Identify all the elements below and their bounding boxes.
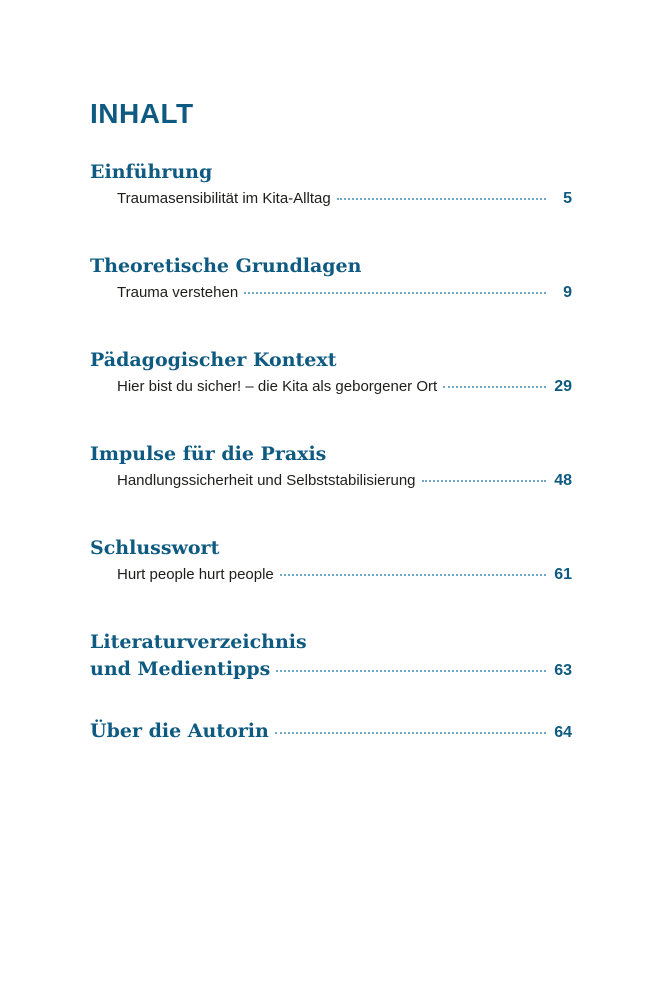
page-number: 48: [554, 472, 572, 489]
entry-label: Trauma verstehen: [117, 284, 239, 301]
toc-section-schlusswort: [90, 536, 572, 584]
entry-label: Traumasensibilität im Kita-Alltag: [117, 190, 331, 207]
toc-entry[interactable]: [90, 472, 572, 490]
toc-section-impulse-praxis: [90, 442, 572, 490]
dot-leader: [337, 198, 546, 200]
entry-label: und Medientipps: [90, 658, 271, 680]
dot-leader: [276, 670, 546, 672]
section-heading: Impulse für die Praxis: [90, 443, 327, 465]
dot-leader: [275, 732, 546, 734]
toc-section-ueber-die-autorin: [90, 720, 572, 742]
page-number: 63: [554, 662, 572, 679]
toc-entry[interactable]: [90, 378, 572, 396]
toc-section-theoretische-grundlagen: [90, 254, 572, 302]
section-heading: Pädagogischer Kontext: [90, 349, 337, 371]
entry-label: Hurt people hurt people: [117, 566, 274, 583]
entry-label: Über die Autorin: [90, 720, 269, 742]
toc-section-literaturverzeichnis[interactable]: [90, 630, 572, 680]
page-number: 9: [563, 284, 572, 301]
section-heading: Theoretische Grundlagen: [90, 255, 362, 277]
toc-entry[interactable]: [90, 566, 572, 584]
toc-entry[interactable]: [90, 658, 572, 680]
page-title: INHALT: [90, 98, 194, 129]
dot-leader: [422, 480, 546, 482]
toc-section-paedagogischer-kontext: [90, 348, 572, 396]
page-number: 29: [554, 378, 572, 395]
section-heading: Literaturverzeichnis: [90, 631, 307, 653]
page-number: 61: [554, 566, 572, 583]
dot-leader: [280, 574, 546, 576]
entry-label: Hier bist du sicher! – die Kita als geborgener Ort: [117, 378, 438, 395]
dot-leader: [443, 386, 546, 388]
toc-entry[interactable]: [90, 190, 572, 208]
page-number: 5: [563, 190, 572, 207]
section-heading: Einführung: [90, 161, 213, 183]
page-number: 64: [554, 724, 572, 741]
toc-entry[interactable]: [90, 284, 572, 302]
entry-label: Handlungssicherheit und Selbststabilisierung: [117, 472, 416, 489]
section-heading: Schlusswort: [90, 537, 220, 559]
toc-entry[interactable]: [90, 720, 572, 742]
dot-leader: [244, 292, 546, 294]
toc-section-einfuehrung: [90, 160, 572, 208]
